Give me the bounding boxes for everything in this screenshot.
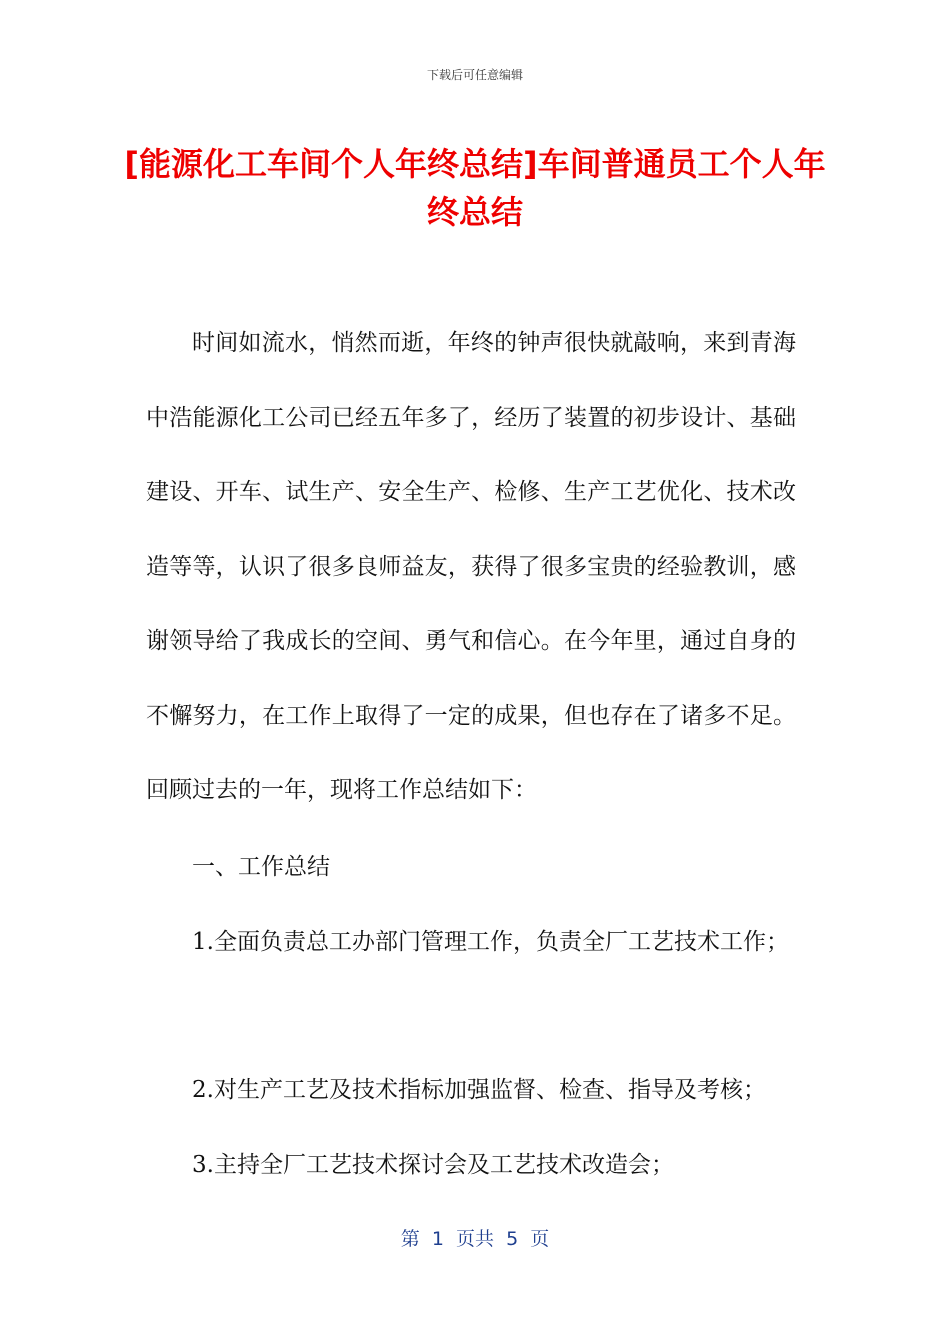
list-item: 1.全面负责总工办部门管理工作，负责全厂工艺技术工作； bbox=[192, 929, 789, 955]
document-title: [能源化工车间个人年终总结]车间普通员工个人年终总结 bbox=[124, 145, 826, 231]
list-item: 3.主持全厂工艺技术探讨会及工艺技术改造会； bbox=[192, 1152, 674, 1178]
intro-paragraph: 时间如流水，悄然而逝，年终的钟声很快就敲响，来到青海中浩能源化工公司已经五年多了，经历了装置的初步设计、基础建设、开车、试生产、安全生产、检修、生产工艺优化、技术改造等等，认识了很多良师益友，获得了很多宝贵的经验教训，感谢领导给了我成长的空间、勇气和信心。在今年里，通过自身的不懈努力，在工作上取得了一定的成果，但也存在了诸多不足。回顾过去的一年，现将工作总结如下： bbox=[146, 330, 796, 803]
list-item: 2.对生产工艺及技术指标加强监督、检查、指导及考核； bbox=[192, 1077, 766, 1103]
page-number-footer: 第 1 页共 5 页 bbox=[400, 1228, 550, 1250]
header-note: 下载后可任意编辑 bbox=[426, 68, 523, 82]
section-heading: 一、工作总结 bbox=[192, 854, 330, 880]
